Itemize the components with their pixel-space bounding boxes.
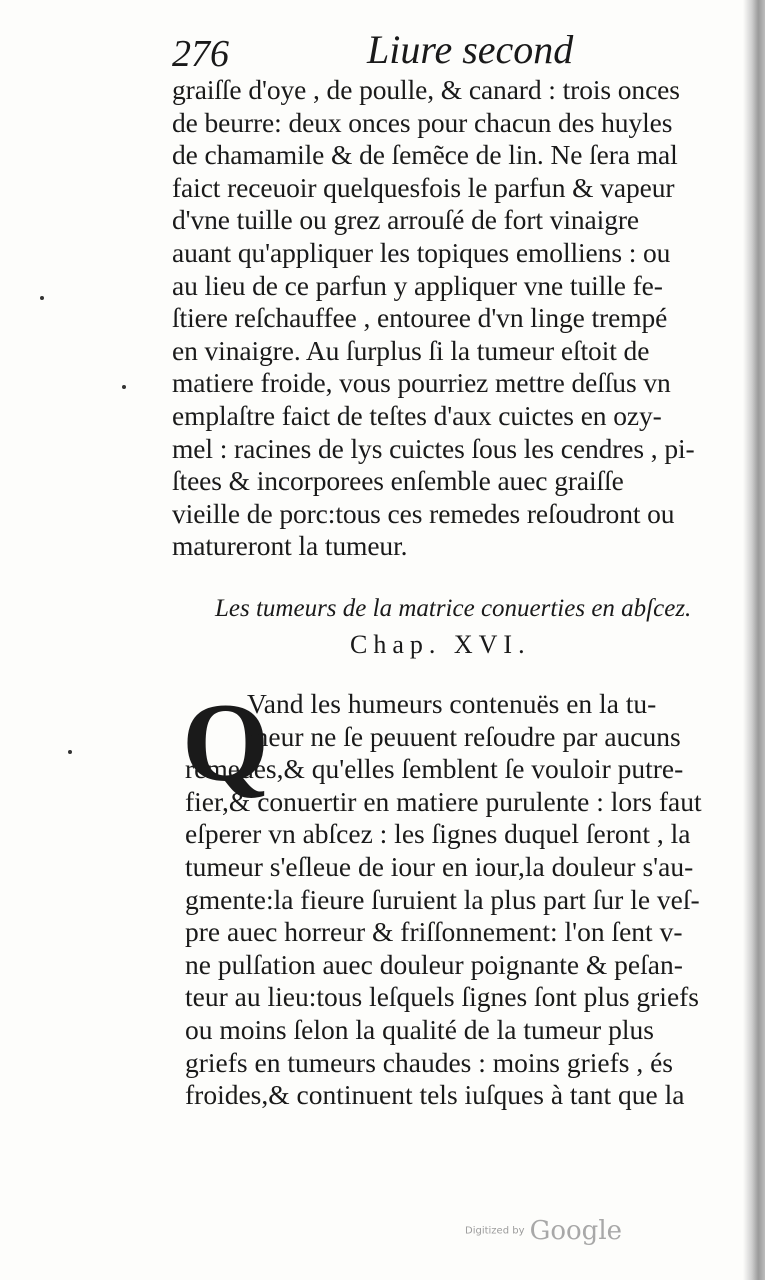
text-line: eſperer vn abſcez : les ſignes duquel ſeront , la [185,818,691,850]
page-edge-shadow [743,0,765,1280]
running-head: Liure second [367,27,574,72]
text-line: Vand les humeurs contenuës en la tu- [247,688,657,719]
chapter-label: Chap. XVI. [350,630,531,659]
text-line: graiſſe d'oye , de poulle, & canard : trois onces [172,74,680,105]
text-line: froides,& continuent tels iuſques à tant que la [185,1079,685,1111]
drop-cap: Q [182,681,270,805]
body-text-bottom [185,688,710,1112]
text-line: au lieu de ce parfun y appliquer vne tuille fe- [172,269,663,301]
scan-speck [40,296,44,300]
digitized-by-watermark [465,1216,622,1252]
text-line: griefs en tumeurs chaudes : moins griefs , és [185,1046,674,1078]
text-line: matureront la tumeur. [172,530,408,562]
text-line: en vinaigre. Au ſurplus ſi la tumeur eſtoit de [172,334,650,366]
text-line: remedes,& qu'elles ſemblent ſe vouloir putre- [185,753,684,785]
text-line: meur ne ſe peuuent reſoudre par aucuns [247,720,681,752]
text-line: faict receuoir quelquesfois le parfun & vapeur [172,171,675,203]
text-line: ſtees & incorporees enſemble auec graiſſe [172,465,624,497]
page-number: 276 [172,33,229,75]
text-line: matiere froide, vous pourriez mettre deſſus vn [172,367,671,399]
text-line: ou moins ſelon la qualité de la tumeur plus [185,1013,654,1045]
text-line: ſtiere reſchauffee , entouree d'vn linge trempé [172,302,668,334]
digitized-label: Digitized by [465,1225,525,1237]
text-line: d'vne tuille ou grez arrouſé de fort vinaigre [172,204,640,236]
text-line: de chamamile & de ſemẽce de lin. Ne ſera mal [172,139,678,171]
body-text-top [172,74,712,563]
text-line: auant qu'appliquer les topiques emolliens : ou [172,236,671,268]
text-line: mel : racines de lys cuictes ſous les cendres , pi- [172,432,695,464]
scan-speck [122,385,126,389]
chapter-title: Les tumeurs de la matrice conuerties en abſcez. [215,595,692,622]
text-line: vieille de porc:tous ces remedes reſoudront ou [172,497,675,529]
google-logo: Google [529,1216,623,1246]
text-line: de beurre: deux onces pour chacun des huyles [172,106,673,138]
text-line: gmente:la fieure ſuruient la plus part ſur le veſ- [185,883,700,915]
text-line: emplaſtre faict de teſtes d'aux cuictes en ozy- [172,399,662,431]
page-header [172,27,574,78]
text-line: tumeur s'eſleue de iour en iour,la douleur s'au- [185,850,694,882]
scan-speck [68,750,72,754]
text-line: fier,& conuertir en matiere purulente : lors faut [185,785,702,817]
text-line: pre auec horreur & friſſonnement: l'on ſent v- [185,916,683,948]
text-line: ne pulſation auec douleur poignante & peſan- [185,948,683,980]
text-line: teur au lieu:tous leſquels ſignes ſont plus griefs [185,981,700,1013]
